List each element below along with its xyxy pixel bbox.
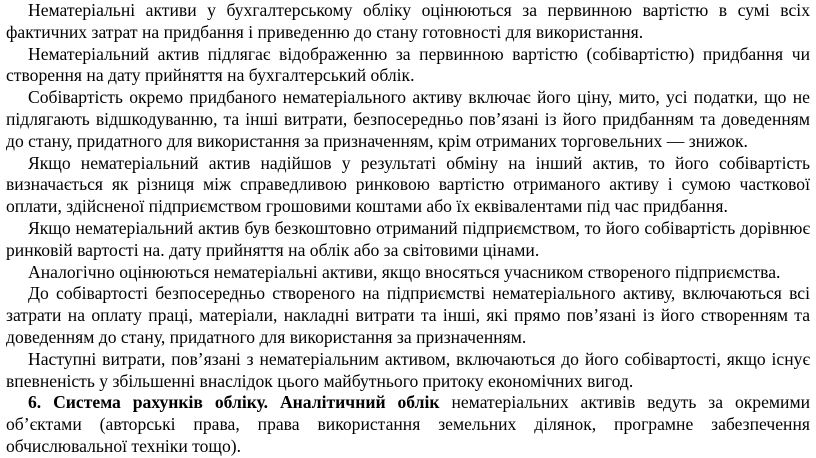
paragraph-free-asset-cost: Якщо нематеріальний актив був безкоштовно отриманий підприємством, то його собівартість дорівнює ринковій вартості на. дату прийняття на облік або за світовими цінами. — [6, 217, 810, 260]
paragraph-accounts-system — [6, 392, 810, 457]
paragraph-initial-valuation: Нематеріальні активи у бухгалтерському обліку оцінюються за первинною вартістю в сумі всіх фактичних затрат на придбання і приведенню до стану готовності для використання. — [6, 0, 810, 42]
paragraph-exchange-asset-cost: Якщо нематеріальний актив надійшов у результаті обміну на інший актив, то його собівартість визначається як різниця між справедливою ринковою вартістю отриманого активу і сумою часткової оплати, здійсненої підприємством грошовими коштами або їх еквівалентами під час придбання. — [6, 152, 810, 217]
paragraph-created-asset-cost: До собівартості безпосередньо створеного на підприємстві нематеріального активу, включаються всі затрати на оплату праці, матеріали, накладні витрати та інші, які прямо пов’язані із його створенням та доведенням до стану, придатного для використання за призначенням. — [6, 283, 810, 347]
paragraph-initial-cost: Нематеріальний актив підлягає відображенню за первинною вартістю (собівартістю) придбання чи створення на дату прийняття на бухгалтерський облік. — [6, 43, 810, 86]
section-heading-continuation: нематеріальних активів ведуть за окремими об’єктами (авторські права, права використання земельних ділянок, програмне забезпечення обчислювальної техніки тощо). — [6, 392, 810, 456]
document-page — [6, 0, 810, 458]
section-heading: 6. Система рахунків обліку. Аналітичний облік — [28, 392, 440, 413]
paragraph-purchased-asset-cost: Собівартість окремо придбаного нематеріального активу включає його ціну, мито, усі податки, що не підлягають відшкодуванню, та інші витрати, безпосередньо пов’язані із його придбанням та доведенням до стану, придатного для використання за призначенням, крім отриманих торговельних — знижок. — [6, 87, 810, 151]
paragraph-subsequent-costs: Наступні витрати, пов’язані з нематеріальним активом, включаються до його собівартості, якщо існує впевненість у збільшенні внаслідок цього майбутнього притоку економічних вигод. — [6, 348, 810, 391]
paragraph-contributed-asset: Аналогічно оцінюються нематеріальні активи, якщо вносяться учасником створеного підприємства. — [28, 261, 781, 282]
